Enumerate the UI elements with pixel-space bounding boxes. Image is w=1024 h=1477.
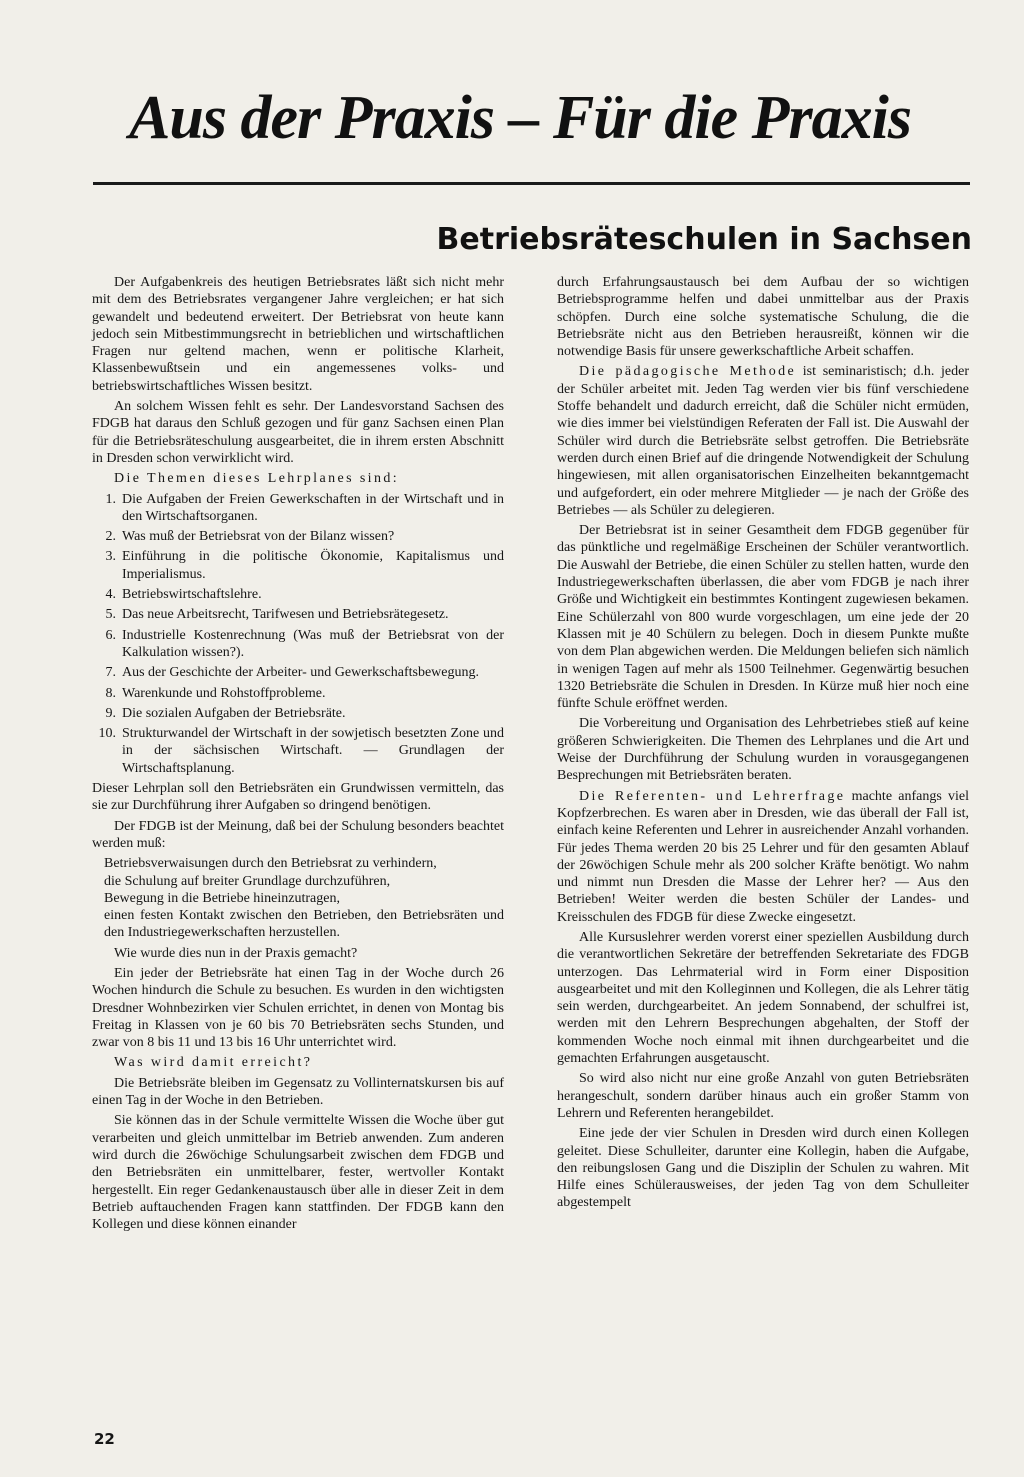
- list-item: [92, 705, 504, 722]
- paragraph: An solchem Wissen fehlt es sehr. Der Landesvorstand Sachsen des FDGB hat daraus den Schluß gezogen und für ganz Sachsen einen Plan für die Betriebsräteschulung ausgearbeitet, die in ihrem ersten Abschnitt in Dresden schon verwirklicht wird.: [92, 399, 504, 466]
- paragraph: Alle Kursuslehrer werden vorerst einer speziellen Ausbildung durch die verantwortlichen Sekretäre der betreffenden Sekretariate des FDGB unterzogen. Das Lehrmaterial wird in Form einer Disposition ausgearbeitet und mit den Kolleginnen und Kollegen, die als Lehrer tätig sein werden, durchgearbeitet. An jedem Sonnabend, der schulfrei ist, werden mit den Lehrern Besprechungen abgehalten, der Stoff der kommenden Woche noch einmal mit ihnen durchgearbeitet und die gemachten Erfahrungen ausgetauscht.: [557, 929, 969, 1067]
- list-text: Die sozialen Aufgaben der Betriebsräte.: [122, 705, 346, 721]
- paragraph: durch Erfahrungsaustausch bei dem Aufbau der so wichtigen Betriebsprogramme helfen und dabei unmittelbar aus der Praxis schöpfen. Durch eine solche systematische Schulung, die die Betriebsräte nicht aus den Betrieben herausreißt, können wir die notwendige Basis für unsere gewerkschaftliche Arbeit schaffen.: [557, 275, 969, 360]
- subheading: Was wird damit erreicht?: [114, 1055, 313, 1071]
- list-text: Was muß der Betriebsrat von der Bilanz wissen?: [122, 529, 395, 545]
- list-text: Warenkunde und Rohstoffprobleme.: [122, 685, 326, 701]
- topics-intro: Die Themen dieses Lehrplanes sind:: [114, 471, 400, 487]
- list-text: Das neue Arbeitsrecht, Tarifwesen und Betriebsrätegesetz.: [122, 607, 449, 623]
- right-column: [557, 274, 969, 1215]
- paragraph: Die Vorbereitung und Organisation des Lehrbetriebes stieß auf keine größeren Schwierigkeiten. Die Themen des Lehrplanes und die Art und Weise der Durchführung der Schulung wurden in vorausgegangenen Besprechungen mit Betriebsräten beraten.: [557, 716, 969, 784]
- list-text: Industrielle Kostenrechnung (Was muß der Betriebsrat von der Kalkulation wissen?).: [122, 627, 504, 660]
- list-text: Betriebswirtschaftslehre.: [122, 587, 262, 603]
- list-number: 5.: [105, 607, 116, 623]
- paragraph: Die Betriebsräte bleiben im Gegensatz zu Vollinternatskursen bis auf einen Tag in der Woche in den Betrieben.: [92, 1075, 504, 1109]
- section-heading: Aus der Praxis – Für die Praxis: [128, 84, 912, 152]
- list-item: einen festen Kontakt zwischen den Betrieben, den Betriebsräten und den Industriegewerkschaften herzustellen.: [104, 908, 504, 941]
- list-item: [92, 586, 504, 603]
- list-number: 1.: [105, 491, 116, 507]
- list-text: Einführung in die politische Ökonomie, Kapitalismus und Imperialismus.: [122, 549, 504, 582]
- list-number: 7.: [105, 665, 116, 681]
- list-item: [92, 685, 504, 702]
- list-item: die Schulung auf breiter Grundlage durchzuführen,: [104, 873, 391, 889]
- list-number: 2.: [105, 529, 116, 545]
- paragraph: Ein jeder der Betriebsräte hat einen Tag in der Woche durch 26 Wochen hindurch die Schule zu besuchen. Es wurden in den wichtigsten Dresdner Wohnbezirken vier Schulen errichtet, in denen von Montag bis Freitag in Klassen von je 60 bis 70 Betriebsräten sechs Stunden, und zwar von 8 bis 11 und 13 bis 16 Uhr unterrichtet wird.: [92, 965, 504, 1051]
- list-number: 10.: [98, 726, 116, 742]
- paragraph: [557, 788, 969, 926]
- left-column: [92, 274, 504, 1236]
- list-item: [92, 528, 504, 545]
- list-text: Aus der Geschichte der Arbeiter- und Gewerkschaftsbewegung.: [122, 665, 479, 681]
- list-number: 4.: [105, 587, 116, 603]
- paragraph-lead: Die pädagogische Methode: [579, 364, 797, 380]
- goals-list: [92, 855, 504, 941]
- paragraph: Der FDGB ist der Meinung, daß bei der Schulung besonders beachtet werden muß:: [92, 818, 504, 851]
- paragraph: [557, 363, 969, 519]
- list-number: 9.: [105, 705, 116, 721]
- list-item: Bewegung in die Betriebe hineinzutragen,: [104, 890, 340, 906]
- paragraph: Der Aufgabenkreis des heutigen Betriebsrates läßt sich nicht mehr mit dem des Betriebsrates vergangener Jahre vergleichen; er hat sich gewandelt und bedeutend erweitert. Der Betriebsrat von heute kann jedoch sein Mitbestimmungsrecht in betrieblichen und wirtschaftlichen Fragen nur geltend machen, wenn er politische Klarheit, Klassenbewußtsein und ein angemessenes volks- und betriebswirtschaftliches Wissen besitzt.: [92, 275, 504, 394]
- topics-list: [92, 491, 504, 777]
- paragraph: Wie wurde dies nun in der Praxis gemacht?: [114, 945, 358, 961]
- list-number: 3.: [105, 549, 116, 565]
- list-item: [92, 548, 504, 583]
- article-title: Betriebsräteschulen in Sachsen: [436, 222, 972, 257]
- list-item: [92, 627, 504, 662]
- paragraph-text: machte anfangs viel Kopfzerbrechen. Es waren aber in Dresden, wie das überall der Fall ist, einfach keine Referenten und Lehrer in ausreichender Anzahl vorhanden. Für jedes Thema werden 20 bis 25 Lehrer und für den gesamten Ablauf der 26wöchigen Schule mehr als 200 solcher Kräfte benötigt. Wo nahm und nimmt nun Dresden die Masse der Lehrer her? — Aus den Betrieben! Weiter werden die besten Schüler der Landes- und Kreisschulen des FDGB für diese Zwecke eingesetzt.: [557, 788, 969, 925]
- list-item: [92, 491, 504, 526]
- paragraph-lead: Die Referenten- und Lehrerfrage: [579, 788, 846, 804]
- list-item: Betriebsverwaisungen durch den Betriebsrat zu verhindern,: [104, 856, 437, 872]
- list-text: Strukturwandel der Wirtschaft in der sowjetisch besetzten Zone und in der sächsischen Wirtschaft. — Grundlagen der Wirtschaftsplanung.: [122, 726, 504, 776]
- list-item: [92, 664, 504, 681]
- list-item: [92, 606, 504, 623]
- paragraph-text: ist seminaristisch; d.h. jeder der Schüler arbeitet mit. Jeden Tag werden vier bis fünf verschiedene Stoffe behandelt und dadurch erreicht, daß die Schüler nicht ermüden, wie dies immer bei vielstündigen Referaten der Fall ist. Die Auswahl der Schüler wird durch die Betriebsräte selbst getroffen. Die Betriebsräte werden durch einen Brief auf die dringende Notwendigkeit der Schulung hingewiesen, mit allen organisatorischen Einzelheiten bekanntgemacht und aufgefordert, ein oder mehrere Mitglieder — je nach der Größe des Betriebes — als Schüler zu delegieren.: [557, 364, 969, 518]
- list-item: [92, 725, 504, 777]
- paragraph: Der Betriebsrat ist in seiner Gesamtheit dem FDGB gegenüber für das pünktliche und regelmäßige Erscheinen der Schüler verantwortlich. Die Auswahl der Betriebe, die einen Schüler zu stellen hatten, wurde den Industriegewerkschaften überlassen, die aber vom FDGB je nach ihrer Größe und Wichtigkeit ein bestimmtes Kontingent zugewiesen bekamen. Eine Schülerzahl von 800 wurde vorgeschlagen, um eine jede der 20 Klassen mit je 40 Schülern zu belegen. Doch in diesem Punkte mußte von dem Plan abgewichen werden. Die Meldungen beliefen sich nämlich in wenigen Tagen auf mehr als 1500 Teilnehmer. Gegenwärtig besuchen 1320 Betriebsräte die Schulen in Dresden. In Kürze muß hier noch eine fünfte Schule eröffnet werden.: [557, 523, 969, 712]
- paragraph: So wird also nicht nur eine große Anzahl von guten Betriebsräten herangeschult, sondern darüber hinaus auch ein großer Stamm von Lehrern und Referenten herangebildet.: [557, 1071, 969, 1121]
- list-text: Die Aufgaben der Freien Gewerkschaften in der Wirtschaft und in den Wirtschaftsorganen.: [122, 491, 504, 524]
- list-number: 6.: [105, 627, 116, 643]
- paragraph: Sie können das in der Schule vermittelte Wissen die Woche über gut verarbeiten und gleich unmittelbar im Betrieb anwenden. Zum anderen wird durch die 26wöchige Schulungsarbeit zwischen dem FDGB und den Betriebsräten ein unmittelbarer, fester, wertvoller Kontakt hergestellt. Ein reger Gedankenaustausch über alle in dieser Zeit in dem Betrieb auftauchenden Fragen kann stattfinden. Der FDGB kann den Kollegen und diese können einander: [92, 1113, 504, 1233]
- heading-rule: [93, 182, 970, 185]
- list-number: 8.: [105, 685, 116, 701]
- paragraph: Dieser Lehrplan soll den Betriebsräten ein Grundwissen vermitteln, das sie zur Durchführung ihrer Aufgaben so dringend benötigen.: [92, 781, 504, 814]
- paragraph: Eine jede der vier Schulen in Dresden wird durch einen Kollegen geleitet. Diese Schulleiter, darunter eine Kollegin, haben die Aufgabe, den reibungslosen Gang und die Disziplin der Schulen zu wahren. Mit Hilfe eines Schülerausweises, der jeden Tag von dem Schulleiter abgestempelt: [557, 1126, 969, 1211]
- page-number: 22: [94, 1430, 115, 1448]
